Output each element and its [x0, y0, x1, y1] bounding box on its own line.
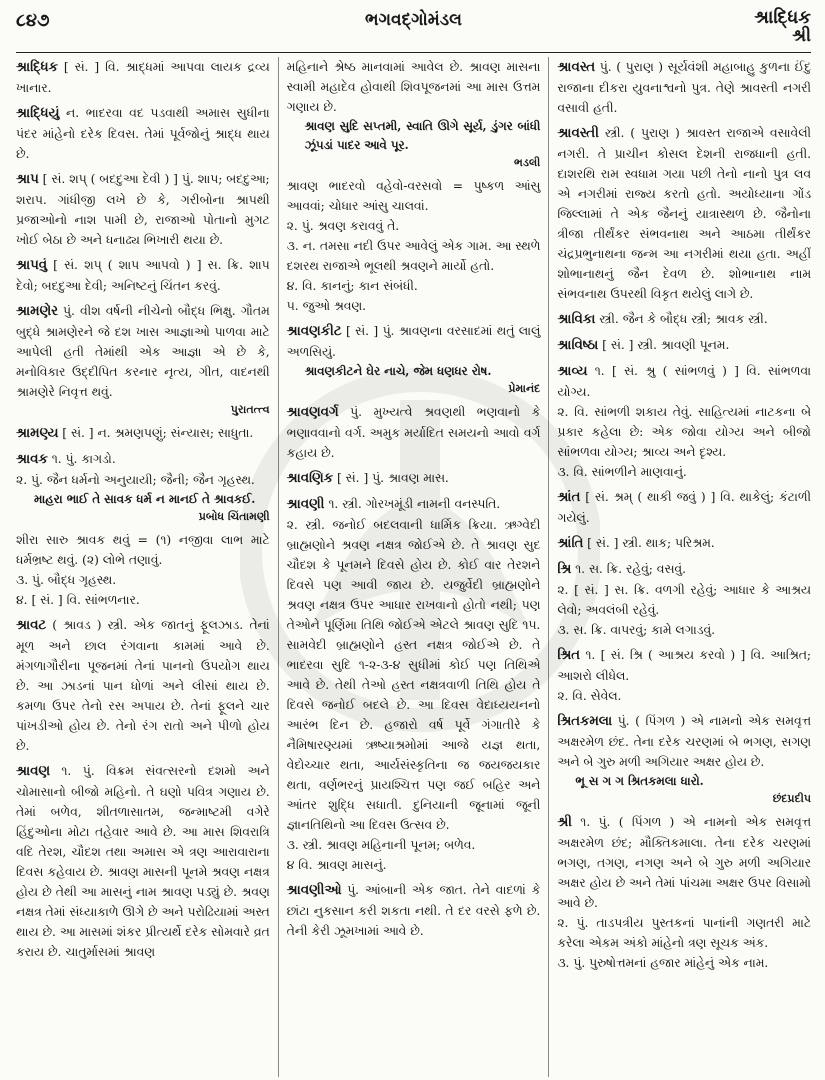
entry-definition: [ સં. ] સ્ત્રી. શ્રાવણી પૂનમ.	[598, 338, 730, 352]
dictionary-entry	[287, 468, 541, 489]
dictionary-entry	[287, 176, 541, 316]
entry-line	[557, 123, 811, 304]
entry-line	[16, 423, 270, 444]
entry-line	[16, 255, 270, 296]
entry-line	[16, 615, 270, 756]
entry-definition: ૧. પું. વિક્રમ સંવત્સરનો દશમો અને ચોમાસાનો બીજો મહિનો. તે ઘણો પવિત્ર ગણાય છે. તેમાં બળેવ, શીતળાસાતમ, જન્માષ્ટમી વગેરે હિંદુઓના મોટા તહેવાર આવે છે. આ માસ શિવરાત્રિ વદિ તેરશ, ચૌદશ તથા અમાસ એ ત્રણ આરાવારાના દિવસ કહેવાય છે. શ્રાવણ માસની પૂનમે શ્રવણ નક્ષત્ર હોય છે તેથી આ માસનું નામ શ્રાવણ પડ્યું છે. શ્રવણ નક્ષત્ર તેમાં સંધ્યાકાળે ઊગે છે અને પરોઢિયામાં અસ્ત થાય છે. આ માસમાં શંકર પ્રીત્યર્થે દરેક સોમવારે વ્રત કરાય છે. ચાતુર્માસમાં શ્રાવણ	[16, 764, 270, 959]
entry-definition: ૨. વિ. સેવેલ.	[557, 689, 622, 703]
entry-definition: ન. ભાદરવા વદ પડવાથી અમાસ સુધીના પંદર માંહેનો દરેક દિવસ. તેમાં પૂર્વજોનું શ્રાદ્ધ થાય છે.	[16, 106, 270, 161]
entry-definition: ૩. ન. તમસા નદી ઉપર આવેલું એક ગામ. આ સ્થળે દશરથ રાજાએ ભૂલથી શ્રવણને માર્યો હતો.	[286, 239, 541, 273]
dictionary-entry	[557, 645, 811, 706]
page-header	[16, 8, 811, 53]
dictionary-entry	[16, 169, 270, 250]
entry-line	[287, 216, 541, 236]
entry-line	[557, 335, 811, 356]
dictionary-column-right	[548, 57, 811, 1077]
entry-definition: [ સં. ] સ્ત્રી. થાક; પરિશ્રમ.	[583, 536, 715, 550]
dictionary-entry	[16, 615, 270, 756]
entry-headword: શ્રાપ	[16, 172, 39, 187]
entry-headword: શ્રાદ્ધિક	[16, 60, 58, 75]
running-title: ભગવદ્ગોમંડલ	[365, 10, 462, 30]
guide-words	[754, 8, 811, 46]
entry-line	[287, 57, 541, 117]
guide-word-first: શ્રાદ્ધિક	[754, 7, 811, 28]
entry-definition: પું. મુખ્યત્વે શ્રવણથી ભણવાનો કે ભણાવવાનો વર્ગ. અમુક મર્યાદિત સમયનો આવો વર્ગ કહાય છે.	[286, 405, 541, 460]
entry-line	[557, 57, 811, 118]
entry-headword: શ્રાવસ્ત	[557, 60, 596, 75]
dictionary-entry	[557, 812, 811, 973]
entry-line	[16, 530, 270, 570]
entry-definition: ૨. પું. જૈન ધર્મનો અનુયાયી; જૈની; જૈન ગૃહસ્થ.	[16, 473, 255, 487]
dictionary-entry	[16, 301, 270, 418]
entry-line	[287, 321, 541, 362]
entry-definition: પું. ( પુરાણ ) સૂર્યવંશી મહાબાહુ કુળના ઈંદુ રાજાના દીકરા યુવનાશ્વનો પુત્ર. તેણે શ્રાવસ્તી નગરી વસાવી હતી.	[557, 60, 812, 115]
entry-definition: [ સં. ] વિ. શ્રાદ્ધમાં આપવા લાયક દ્રવ્ય ખાનાર.	[16, 60, 270, 95]
entry-definition: [ સં. શપ્ ( શાપ આપવો ) ] સ. ક્રિ. શાપ દેવો; બદદુઆ દેવી; અનિષ્ટનું ચિંતન કરવું.	[16, 258, 270, 293]
entry-line	[16, 103, 270, 164]
dictionary-entry	[557, 335, 811, 356]
entry-headword: શ્રી	[557, 815, 572, 830]
entry-definition: ૨. સ્ત્રી. જનોઈ બદલવાની ધાર્મિક ક્રિયા. ઋગ્વેદી બ્રાહ્મણોને શ્રવણ નક્ષત્ર જોઈએ છે. તે શ્રાવણ સુદ ચૌદશ કે પૂનમને દિવસે હોય છે. કોઈ વાર તેરશને દિવસે પણ આવી જાય છે. યજુર્વેદી બ્રાહ્મણોને શ્રવણ નક્ષત્ર ઉપર આધાર રાખવાનો હોતો નથી; પણ તેઓને પૂર્ણિમા તિથિ જોઈએ એટલે શ્રાવણ સુદિ ૧૫. સામવેદી બ્રાહ્મણોને હસ્ત નક્ષત્ર જોઈએ છે. તે ભાદરવા સુદિ ૧-૨-૩-૪ સુધીમાં કોઈ પણ તિથિએ આવે છે. તેથી તેઓ હસ્ત નક્ષત્રવાળી તિથિ હોય તે દિવસે જનોઈ બદલે છે. આ દિવસ વેદાધ્યયનનો આરંભ દિન છે. હજારો વર્ષ પૂર્વે ગંગાતીરે કે નૈમિષારણ્યમાં ઋષ્યાશ્રમોમાં આજે યજ્ઞ થતા, વેદોચ્ચાર થતા, આર્યસંસ્કૃતિના જ જયજયકાર થતા, વર્ણભરનું પ્રાયશ્ચિત્ત પણ જઈ બહિર અને આંતર શુદ્ધિ સધાતી. દુનિયાની જૂનામાં જૂની જ્ઞાનતિથિનો આ દિવસ ઉત્સવ છે.	[286, 518, 541, 832]
dictionary-columns	[16, 57, 811, 1077]
entry-definition: ૨. પું. શ્રવણ કરાવવું તે.	[286, 219, 400, 233]
entry-definition: પું. વીશ વર્ષની નીચેનો બૌદ્ધ ભિક્ષુ. ગૌતમ બુદ્ધે શ્રામણેરને જે દશ ખાસ આજ્ઞાઓ પાળવા માટે આપેલી હતી તેમાંથી એક આજ્ઞા એ છે કે, મનોવિકાર ઉદ્દીપિત કરનાર નૃત્ય, ગીત, વાદનથી શ્રામણેરે નિવૃત્ત થવું.	[16, 304, 270, 399]
page-number: ૮૪૭	[16, 10, 50, 31]
dictionary-entry	[16, 530, 270, 610]
dictionary-entry	[557, 487, 811, 528]
entry-line	[16, 449, 270, 470]
entry-line	[557, 711, 811, 772]
dictionary-entry	[557, 309, 811, 330]
entry-line	[16, 169, 270, 250]
entry-citation: પ્રબોધ ચિંતામણી	[198, 510, 270, 523]
entry-headword: શ્રાવસ્તી	[557, 126, 599, 141]
entry-definition: મહિનાને શ્રેષ્ઠ માનવામાં આવેલ છે. શ્રાવણ માસના સ્વામી મહાદેવ હોવાથી શિવપૂજનમાં આ માસ ઉત્તમ ગણાય છે.	[286, 60, 541, 114]
entry-definition: ૨. પું. તાડપત્રીય પુસ્તકનાં પાનાંની ગણતરી માટે કરેલા એકમ અંકો માંહેનો ત્રણ સૂચક અંક.	[557, 916, 812, 950]
entry-definition: [ સં. શ્રમ્ ( થાકી જવું ) ] વિ. થાકેલું; કંટાળી ગયેલું.	[557, 490, 812, 525]
dictionary-entry	[557, 559, 811, 640]
entry-headword: શ્રામણેર	[16, 304, 58, 319]
entry-definition: [ સં. ] પું. શ્રાવણ માસ.	[333, 471, 449, 485]
dictionary-entry	[287, 402, 541, 463]
entry-definition: ( શ્રાવડ ) સ્ત્રી. એક જાતનું ફૂલઝાડ. તેનાં મૂળ અને છાલ રંગવાના કામમાં આવે છે. મંગળાગૌરીના પૂજનમાં તેનાં પાનનો ઉપયોગ થાય છે. આ ઝાડનાં પાન ધોળાં અને લીસાં થાય છે. કમળા ઉપર તેનો રસ અપાય છે. તેનાં ફૂલને ચાર પાંખડીઓ હોય છે. તેનો રંગ રાતો અને પીળો હોય છે.	[16, 618, 270, 753]
entry-definition: ૩. સ્ત્રી. શ્રાવણ મહિનાની પૂનમ; બળેવ.	[286, 838, 476, 852]
entry-headword: શ્રિ	[557, 562, 572, 577]
dictionary-entry	[557, 533, 811, 554]
entry-definition: ૧. પું. કાગડો.	[47, 452, 116, 466]
entry-line	[557, 645, 811, 686]
entry-quotation: શ્રાવણકીટને ઘેર નાચે, જેમ ધણધર રોષ.	[304, 364, 492, 378]
entry-line	[557, 953, 811, 973]
dictionary-entry	[287, 494, 541, 875]
entry-line	[557, 812, 811, 913]
entry-definition: ૧. પું. ( પિંગળ ) એ નામનો એક સમવૃત્ત અક્ષરમેળ છંદ; મૌક્તિકમાલા. તેના દરેક ચરણમાં ભગણ, તગણ, નગણ અને બે ગુરુ મળી અગિયાર અક્ષર હોય છે અને તેમાં પાંચમા અક્ષર ઉપર વિસામો આવે છે.	[557, 815, 812, 910]
entry-definition: [ સં. ] પું. શ્રાવણના વરસાદમાં થતું લાલું અળસિયું.	[286, 324, 541, 359]
entry-line	[287, 468, 541, 489]
entry-line	[557, 559, 811, 580]
entry-line	[16, 761, 270, 962]
entry-headword: શ્રાંત	[557, 490, 581, 505]
entry-definition: [ સં. ] ન. શ્રમણપણું; સંન્યાસ; સાધુતા.	[58, 426, 254, 440]
entry-citation: પુરાતત્ત્વ	[230, 403, 270, 416]
entry-citation: છંદપ્રદીપ	[772, 792, 812, 805]
entry-line	[287, 835, 541, 855]
entry-headword: શ્રાવ્ય	[557, 364, 588, 379]
entry-headword: શ્રામણ્ય	[16, 426, 59, 441]
entry-definition: ૪. [ સં. ] વિ. સાંભળનાર.	[16, 593, 140, 607]
entry-line	[287, 296, 541, 316]
entry-line	[557, 913, 811, 953]
entry-headword: શ્રાવણીઓ	[286, 883, 342, 898]
entry-citation: પ્રેમાનંદ	[508, 382, 541, 395]
entry-line	[16, 301, 270, 402]
entry-definition: ૩. વિ. સાંભળીને માણવાનું.	[557, 465, 687, 479]
dictionary-entry	[16, 255, 270, 296]
entry-line	[287, 276, 541, 296]
entry-line	[287, 494, 541, 515]
entry-headword: શ્રાંતિ	[557, 536, 584, 551]
entry-line	[287, 402, 541, 463]
entry-quotation: ભૂ સ ગ ગ શ્રિતકમલા ધારો.	[575, 774, 704, 788]
entry-line	[287, 176, 541, 216]
entry-line	[557, 533, 811, 554]
entry-definition: શ્રાવણ ભાદરવો વહેવો-વરસવો = પુષ્કળ આંસુ આવવાં; ચોધાર આંસુ ચાલવાં.	[286, 179, 541, 213]
entry-headword: શ્રાવણકીટ	[286, 324, 342, 339]
entry-line	[557, 402, 811, 462]
entry-definition: ૨. વિ. સાંભળી શકાય તેવું. સાહિત્યમાં નાટકના બે પ્રકાર કહેલા છે: એક જોવા યોગ્ય અને બીજો સાંભળવા યોગ્ય; શ્રાવ્ય અને દૃશ્ય.	[557, 405, 812, 459]
dictionary-entry	[16, 449, 270, 525]
entry-headword: શ્રાવિષ્ઠા	[557, 338, 599, 353]
entry-definition: ૪. વિ. કાનનું; કાન સંબંધી.	[286, 279, 418, 293]
entry-line	[557, 487, 811, 528]
dictionary-entry	[287, 57, 541, 171]
entry-line	[557, 462, 811, 482]
entry-headword: શ્રાપવું	[16, 258, 48, 273]
entry-line	[16, 470, 270, 490]
entry-headword: શ્રાવણવર્ગ	[286, 405, 339, 420]
guide-word-last: શ્રી	[792, 26, 811, 46]
entry-headword: શ્રાદ્ધિયું	[16, 106, 60, 121]
dictionary-entry	[557, 123, 811, 304]
entry-definition: ૫. જુઓ શ્રવણ.	[286, 299, 367, 313]
entry-definition: પું. ( પિંગળ ) એ નામનો એક સમવૃત્ત અક્ષરમેળ છંદ. તેના દરેક ચરણમાં બે ભગણ, સગણ અને બે ગુરુ મળી અગિયાર અક્ષર હોય છે.	[557, 714, 812, 769]
entry-citation: ભડલી	[514, 156, 541, 169]
entry-headword: શ્રિત	[557, 648, 581, 663]
dictionary-entry	[16, 103, 270, 164]
entry-definition: ૧. સ. ક્રિ. રહેવું; વસવું.	[571, 562, 687, 576]
dictionary-entry	[16, 761, 270, 962]
entry-headword: શ્રાવટ	[16, 618, 47, 633]
entry-quotation: શ્રાવણ સુદિ સપ્તમી, સ્વાતિ ઊગે સૂર્ય, ડુંગર બાંધી ઝૂંપડાં પાદર આવે પૂર.	[304, 119, 541, 152]
entry-definition: ૩. પું. પુરુષોત્તમનાં હજાર માંહેનું એક નામ.	[557, 956, 769, 970]
dictionary-entry	[16, 57, 270, 98]
entry-line	[557, 620, 811, 640]
entry-line	[287, 236, 541, 276]
entry-definition: ૧. [ સં. શ્રુ ( સાંભળવું ) ] વિ. સાંભળવા યોગ્ય.	[557, 364, 812, 399]
dictionary-column-left	[16, 57, 278, 1077]
dictionary-entry	[287, 880, 541, 941]
entry-headword: શ્રિતકમલા	[557, 714, 613, 729]
entry-quotation: માહરા ભાઈ તે સાવક ધર્મ ન માનઈ તે શ્રાવકઈ.	[34, 492, 256, 506]
entry-line	[16, 590, 270, 610]
entry-definition: ૧. સ્ત્રી. ગોરખમૂંડી નામની વનસ્પતિ.	[324, 497, 501, 511]
entry-line	[557, 309, 811, 330]
dictionary-entry	[557, 57, 811, 118]
entry-definition: ૧. [ સં. શ્રિ ( આશ્રય કરવો ) ] વિ. આશ્રિત; આશરો લીધેલ.	[557, 648, 812, 683]
entry-definition: પું. આંબાની એક જાત. તેને વાદળાં કે છાંટા નુકસાન કરી શકતા નથી. તે દર વરસે ફળે છે. તેની કેરી ઝૂમખામાં આવે છે.	[286, 883, 541, 938]
entry-headword: શ્રાવણ	[16, 764, 50, 779]
entry-definition: ૩. પું. બૌદ્ધ ગૃહસ્થ.	[16, 573, 117, 587]
entry-line	[16, 570, 270, 590]
dictionary-entry	[16, 423, 270, 444]
dictionary-entry	[557, 361, 811, 482]
entry-definition: ૩. સ. ક્રિ. વાપરવું; કામે લગાડવું.	[557, 623, 716, 637]
entry-definition: ૨. [ સં. ] સ. ક્રિ. વળગી રહેવું; આધાર કે આશ્રય લેવો; અવલંબી રહેવું.	[557, 583, 812, 617]
dictionary-entry	[287, 321, 541, 397]
dictionary-entry	[557, 711, 811, 807]
entry-line	[557, 361, 811, 402]
entry-line	[287, 515, 541, 835]
dictionary-column-middle	[278, 57, 549, 1077]
entry-definition: સ્ત્રી. જૈન કે બૌદ્ધ સ્ત્રી; શ્રાવક સ્ત્રી.	[595, 312, 768, 326]
entry-definition: સ્ત્રી. ( પુરાણ ) શ્રાવસ્ત રાજાએ વસાવેલી નગરી. તે પ્રાચીન કોસલ દેશની રાજધાની હતી. દાશરથિ રામ સ્વધામ ગયા પછી તેનો નાનો પુત્ર લવ એ નગરીમાં રાજ્ય કરતો હતો. અયોધ્યાના ગોંડ જિલ્લામાં તે એક જૈનનું યાત્રાસ્થળ છે. જૈનોના ત્રીજા તીર્થંકર સંભવનાથ અને આઠમા તીર્થંકર ચંદ્રપ્રભુનાથના જન્મ આ નગરીમાં થયા હતા. અહીં શોભાનાથનું જૈન દેવળ છે. શોભાનાથ નામ સંભવનાથ ઉપરથી વિકૃત થયેલું લાગે છે.	[557, 126, 812, 301]
entry-definition: શીરા સારુ શ્રાવક થવું = (૧) નજીવા લાભ માટે ધર્મભ્રષ્ટ થવું. (૨) લોભે તણાવું.	[16, 533, 270, 567]
entry-line	[287, 880, 541, 941]
entry-line	[287, 855, 541, 875]
entry-headword: શ્રાવિકા	[557, 312, 596, 327]
entry-line	[557, 686, 811, 706]
entry-headword: શ્રાવણી	[286, 497, 325, 512]
entry-headword: શ્રાવણિક	[286, 471, 334, 486]
entry-line	[557, 580, 811, 620]
entry-definition: [ સં. શપ્ ( બદદુઆ દેવી ) ] પું. શાપ; બદદુઆ; શરાપ. ગાંધીજી લખે છે કે, ગરીબોના શ્રાપથી પ્રજાઓનો નાશ પામી છે, રાજાઓ પોતાનો મુગટ ખોઈ બેઠા છે અને ધનાઢ્ય ભિખારી થયા છે.	[16, 172, 270, 247]
entry-line	[16, 57, 270, 98]
entry-headword: શ્રાવક	[16, 452, 48, 467]
entry-definition: ૪ વિ. શ્રાવણ માસનું.	[286, 858, 387, 872]
